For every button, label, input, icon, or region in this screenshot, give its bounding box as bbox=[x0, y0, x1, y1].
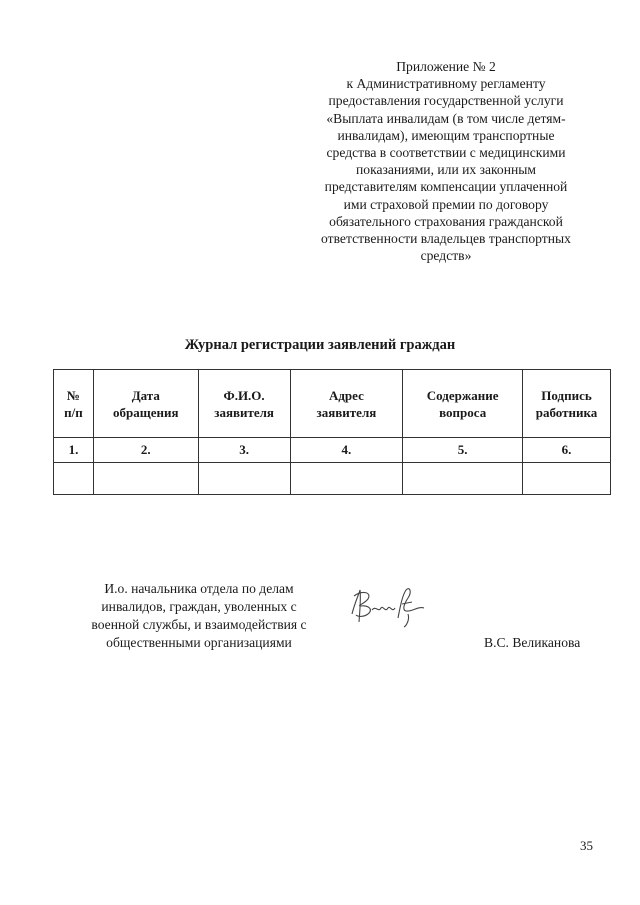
column-number: 3. bbox=[198, 438, 290, 463]
signer-line: военной службы, и взаимодействия с bbox=[91, 617, 307, 632]
appendix-line: «Выплата инвалидам (в том числе детям- bbox=[326, 110, 566, 126]
column-header-content: Содержание вопроса bbox=[403, 370, 523, 438]
appendix-line: предоставления государственной услуги bbox=[328, 93, 564, 109]
column-number: 4. bbox=[290, 438, 403, 463]
signer-line: инвалидов, граждан, уволенных с bbox=[101, 599, 297, 614]
signer-line: И.о. начальника отдела по делам bbox=[104, 581, 294, 596]
table-row-empty bbox=[54, 463, 611, 495]
appendix-line: Приложение № 2 bbox=[396, 59, 496, 74]
empty-cell bbox=[54, 463, 94, 495]
appendix-header bbox=[300, 58, 592, 264]
appendix-line: ими страховой премии по договору bbox=[343, 196, 549, 212]
journal-title: Журнал регистрации заявлений граждан bbox=[184, 337, 456, 353]
empty-cell bbox=[403, 463, 523, 495]
empty-cell bbox=[198, 463, 290, 495]
column-header-number: № п/п bbox=[54, 370, 94, 438]
handwritten-signature bbox=[346, 584, 436, 628]
table-row-numbers bbox=[54, 438, 611, 463]
column-number: 1. bbox=[54, 438, 94, 463]
appendix-line: инвалидам), имеющим транспортные bbox=[337, 127, 555, 143]
appendix-line: ответственности владельцев транспортных bbox=[321, 231, 571, 247]
appendix-line: средств» bbox=[420, 248, 472, 264]
empty-cell bbox=[93, 463, 198, 495]
column-number: 5. bbox=[403, 438, 523, 463]
appendix-line: средства в соответствии с медицинскими bbox=[326, 145, 566, 161]
appendix-line: обязательного страхования гражданской bbox=[329, 213, 563, 229]
appendix-line: показаниями, или их законным bbox=[356, 162, 536, 178]
empty-cell bbox=[290, 463, 403, 495]
appendix-line: представителям компенсации уплаченной bbox=[324, 179, 568, 195]
column-header-date: Дата обращения bbox=[93, 370, 198, 438]
signer-position bbox=[78, 580, 320, 652]
column-number: 6. bbox=[523, 438, 611, 463]
column-number: 2. bbox=[93, 438, 198, 463]
table-header-row bbox=[54, 370, 611, 438]
column-header-signature: Подпись работника bbox=[523, 370, 611, 438]
signer-name: В.С. Великанова bbox=[484, 635, 581, 650]
column-header-name: Ф.И.О. заявителя bbox=[198, 370, 290, 438]
page-number: 35 bbox=[580, 838, 593, 853]
signer-line: общественными организациями bbox=[106, 635, 292, 650]
journal-table bbox=[53, 369, 611, 495]
column-header-address: Адрес заявителя bbox=[290, 370, 403, 438]
empty-cell bbox=[523, 463, 611, 495]
appendix-line: к Административному регламенту bbox=[346, 76, 546, 92]
